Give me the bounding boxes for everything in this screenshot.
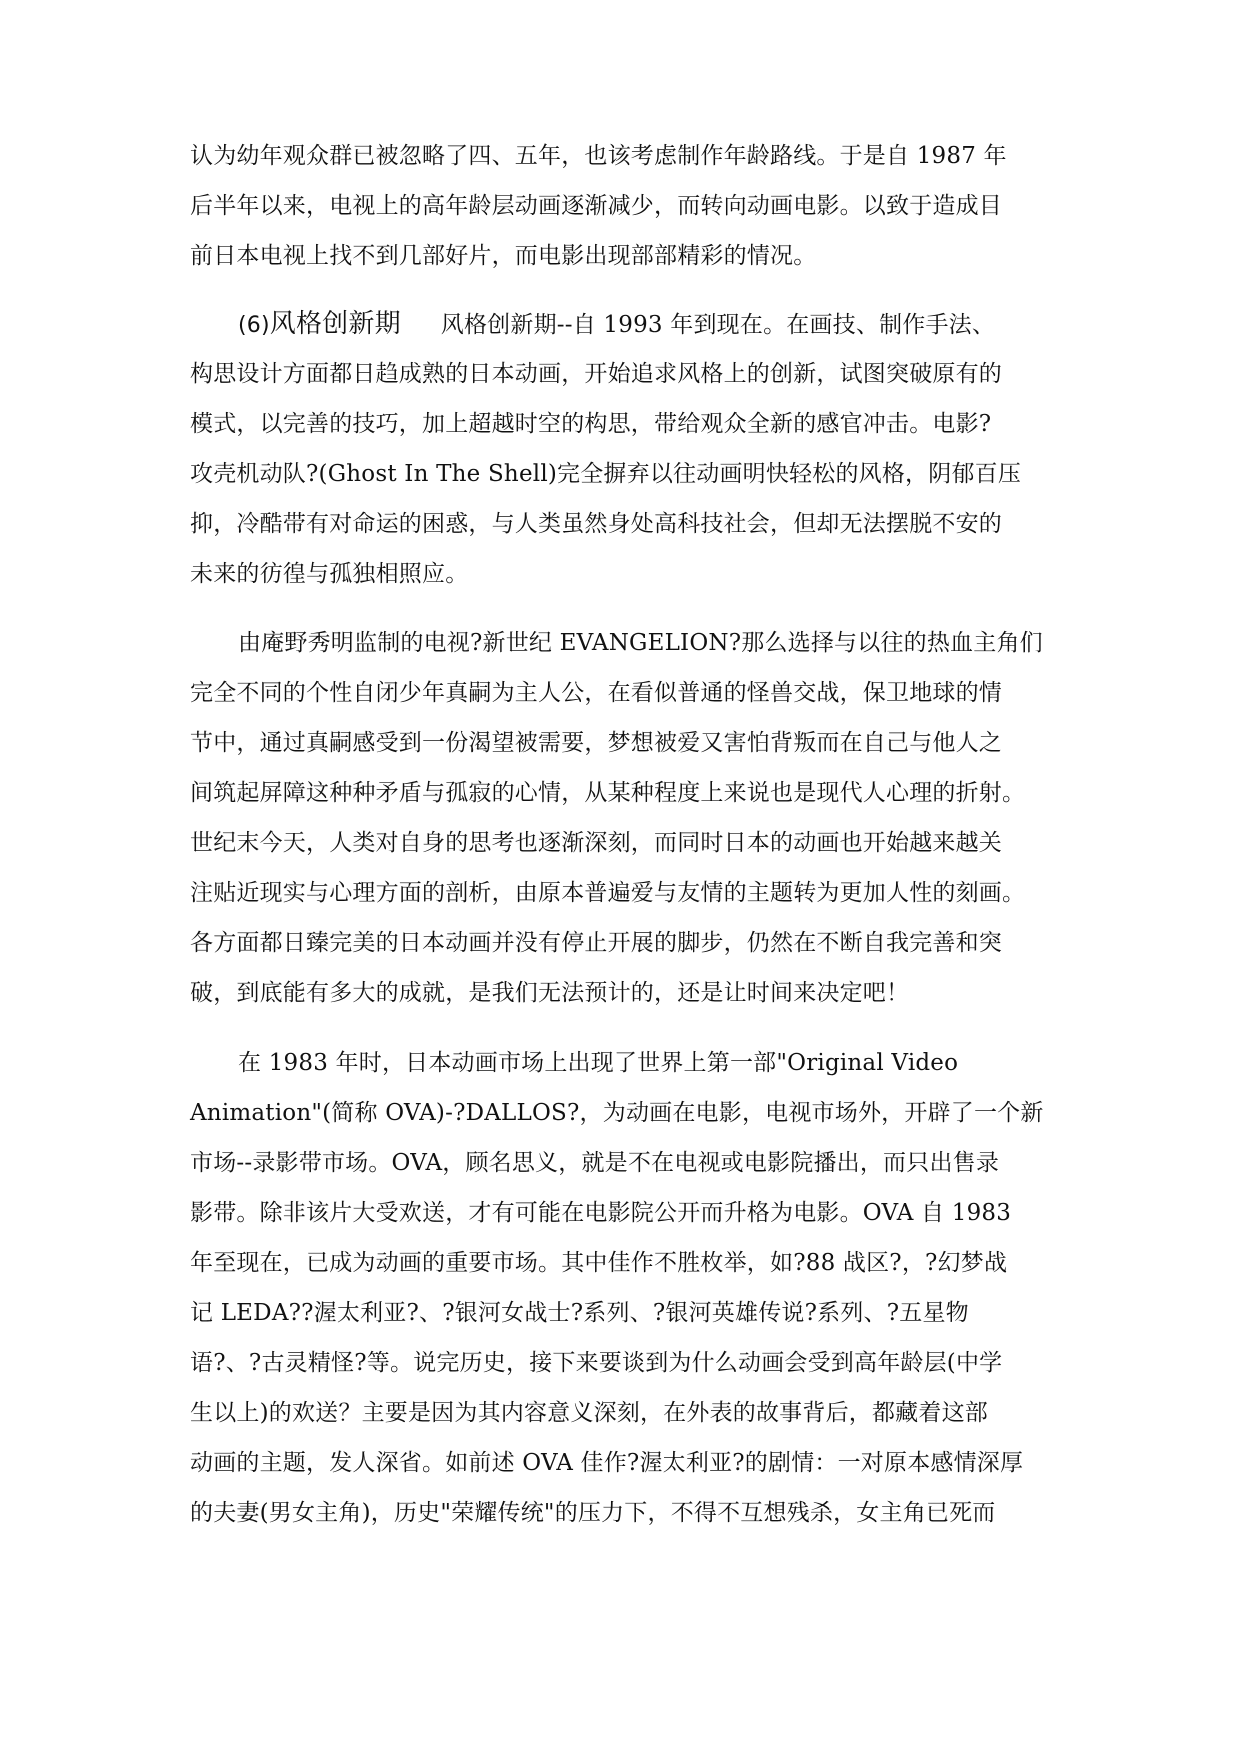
paragraph-line: 未来的彷徨与孤独相照应。 xyxy=(190,561,469,587)
paragraph-line: 语?、?古灵精怪?等。说完历史，接下来要谈到为什么动画会受到高年龄层(中学 xyxy=(190,1350,1003,1376)
paragraph-line: 市场--录影带市场。OVA，顾名思义，就是不在电视或电影院播出，而只出售录 xyxy=(190,1150,1000,1176)
paragraph-line: 在 1983 年时，日本动画市场上出现了世界上第一部"Original Video xyxy=(238,1050,959,1076)
paragraph-3 xyxy=(190,618,1060,1018)
paragraph-line: Animation"(简称 OVA)-?DALLOS?，为动画在电影，电视市场外，开辟了一个新 xyxy=(190,1100,1044,1126)
paragraph-line: 完全不同的个性自闭少年真嗣为主人公，在看似普通的怪兽交战，保卫地球的情 xyxy=(190,680,1002,706)
paragraph-line: 前日本电视上找不到几部好片，而电影出现部部精彩的情况。 xyxy=(190,243,817,269)
paragraph-line: 由庵野秀明监制的电视?新世纪 EVANGELION?那么选择与以往的热血主角们 xyxy=(238,630,1043,656)
paragraph-line: 后半年以来，电视上的高年龄层动画逐渐减少，而转向动画电影。以致于造成目 xyxy=(190,193,1002,219)
paragraph-1 xyxy=(190,131,1060,281)
paragraph-line: 世纪末今天，人类对自身的思考也逐渐深刻，而同时日本的动画也开始越来越关 xyxy=(190,830,1002,856)
section-number: (6) xyxy=(238,313,270,338)
paragraph-line: 抑，冷酷带有对命运的困惑，与人类虽然身处高科技社会，但却无法摆脱不安的 xyxy=(190,511,1002,537)
paragraph-4 xyxy=(190,1038,1060,1538)
paragraph-line: 记 LEDA??渥太利亚?、?银河女战士?系列、?银河英雄传说?系列、?五星物 xyxy=(190,1300,969,1326)
section-title: 风格创新期 xyxy=(269,309,401,339)
paragraph-line: 年至现在，已成为动画的重要市场。其中佳作不胜枚举，如?88 战区?，?幻梦战 xyxy=(190,1250,1008,1276)
paragraph-line: 间筑起屏障这种种矛盾与孤寂的心情，从某种程度上来说也是现代人心理的折射。 xyxy=(190,780,1026,806)
paragraph-line: 破，到底能有多大的成就，是我们无法预计的，还是让时间来决定吧！ xyxy=(190,980,910,1006)
section-heading-line xyxy=(190,299,1060,349)
paragraph-2 xyxy=(190,299,1060,599)
paragraph-line: 认为幼年观众群已被忽略了四、五年，也该考虑制作年龄路线。于是自 1987 年 xyxy=(190,143,1007,169)
section-first-line-text: 风格创新期--自 1993 年到现在。在画技、制作手法、 xyxy=(440,312,996,338)
paragraph-line: 构思设计方面都日趋成熟的日本动画，开始追求风格上的创新，试图突破原有的 xyxy=(190,361,1002,387)
paragraph-line: 攻壳机动队?(Ghost In The Shell)完全摒弃以往动画明快轻松的风格，阴郁百压 xyxy=(190,461,1022,487)
paragraph-line: 节中，通过真嗣感受到一份渴望被需要，梦想被爱又害怕背叛而在自己与他人之 xyxy=(190,730,1002,756)
paragraph-line: 模式，以完善的技巧，加上超越时空的构思，带给观众全新的感官冲击。电影? xyxy=(190,411,992,437)
paragraph-line: 的夫妻(男女主角)，历史"荣耀传统"的压力下，不得不互想残杀，女主角已死而 xyxy=(190,1500,996,1526)
paragraph-line: 生以上)的欢送？主要是因为其内容意义深刻，在外表的故事背后，都藏着这部 xyxy=(190,1400,988,1426)
paragraph-line: 影带。除非该片大受欢送，才有可能在电影院公开而升格为电影。OVA 自 1983 xyxy=(190,1200,1012,1226)
paragraph-line: 各方面都日臻完美的日本动画并没有停止开展的脚步，仍然在不断自我完善和突 xyxy=(190,930,1002,956)
paragraph-line: 注贴近现实与心理方面的剖析，由原本普遍爱与友情的主题转为更加人性的刻画。 xyxy=(190,880,1026,906)
paragraph-line: 动画的主题，发人深省。如前述 OVA 佳作?渥太利亚?的剧情：一对原本感情深厚 xyxy=(190,1450,1024,1476)
